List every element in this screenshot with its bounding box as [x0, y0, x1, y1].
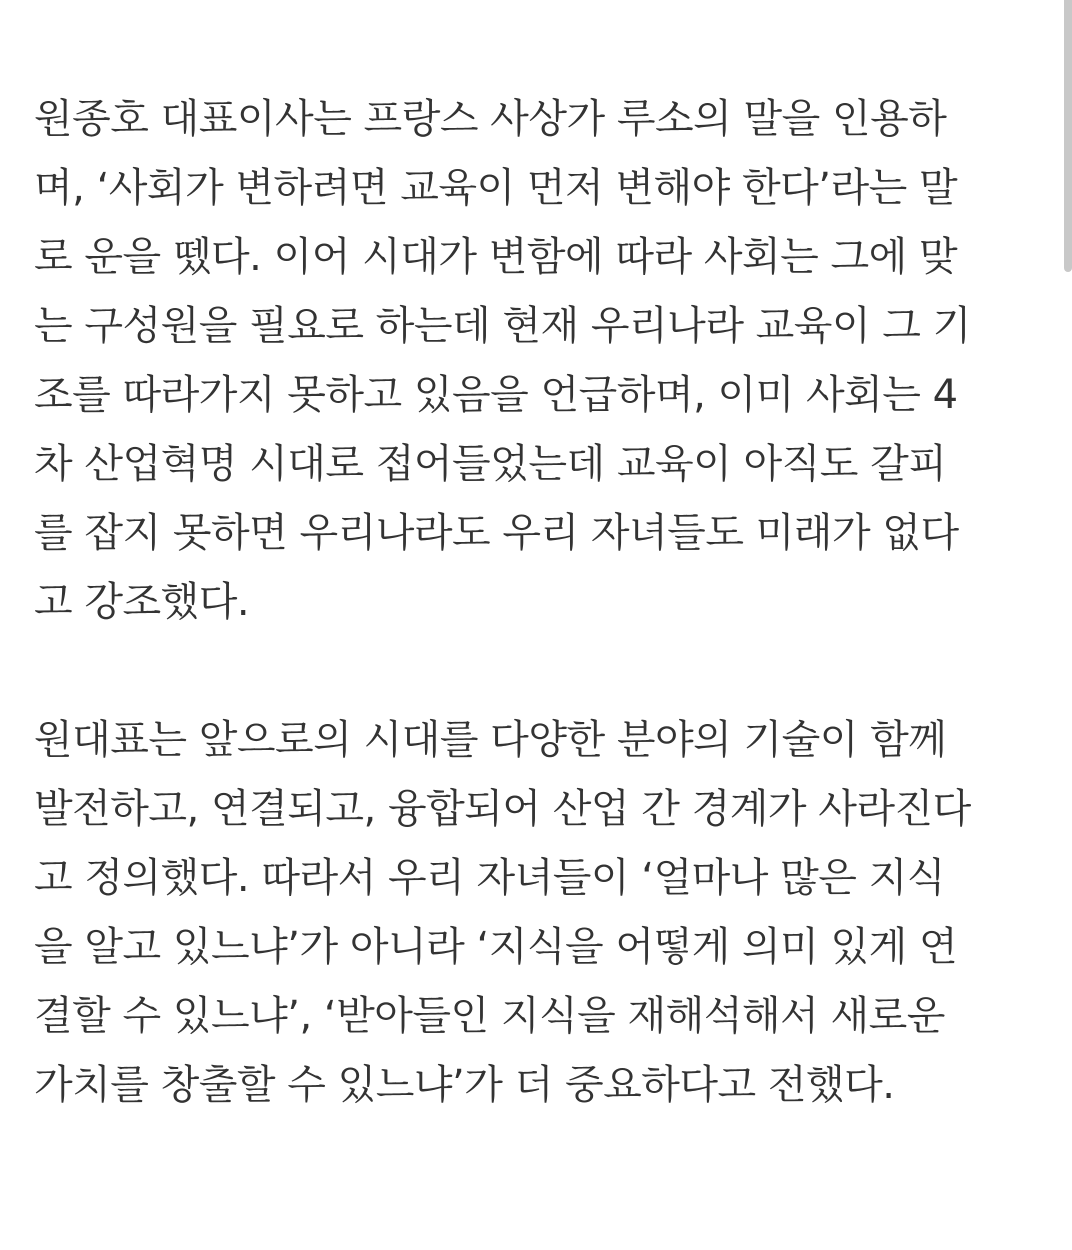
text-line: 를 잡지 못하면 우리나라도 우리 자녀들도 미래가 없다	[34, 510, 959, 556]
text-line: 발전하고, 연결되고, 융합되어 산업 간 경계가 사라진다	[34, 786, 971, 832]
article-body	[34, 85, 1034, 1120]
scrollbar-thumb[interactable]	[1064, 0, 1072, 272]
text-line: 조를 따라가지 못하고 있음을 언급하며, 이미 사회는 4	[34, 372, 958, 418]
text-line: 을 알고 있느냐’가 아니라 ‘지식을 어떻게 의미 있게 연	[34, 924, 958, 970]
text-line: 결할 수 있느냐’, ‘받아들인 지식을 재해석해서 새로운	[34, 993, 945, 1039]
text-line: 고 정의했다. 따라서 우리 자녀들이 ‘얼마나 많은 지식	[34, 855, 945, 901]
paragraph-gap	[34, 637, 1034, 706]
text-line: 는 구성원을 필요로 하는데 현재 우리나라 교육이 그 기	[34, 303, 971, 349]
text-line: 고 강조했다.	[34, 579, 250, 625]
text-line: 로 운을 뗐다. 이어 시대가 변함에 따라 사회는 그에 맞	[34, 234, 958, 280]
text-line: 원종호 대표이사는 프랑스 사상가 루소의 말을 인용하	[34, 96, 947, 142]
text-line: 차 산업혁명 시대로 접어들었는데 교육이 아직도 갈피	[34, 441, 947, 487]
text-line: 원대표는 앞으로의 시대를 다양한 분야의 기술이 함께	[34, 717, 947, 763]
paragraph-2	[34, 706, 1034, 1120]
text-line: 가치를 창출할 수 있느냐’가 더 중요하다고 전했다.	[34, 1062, 895, 1108]
paragraph-1	[34, 85, 1034, 637]
text-line: 며, ‘사회가 변하려면 교육이 먼저 변해야 한다’라는 말	[34, 165, 958, 211]
